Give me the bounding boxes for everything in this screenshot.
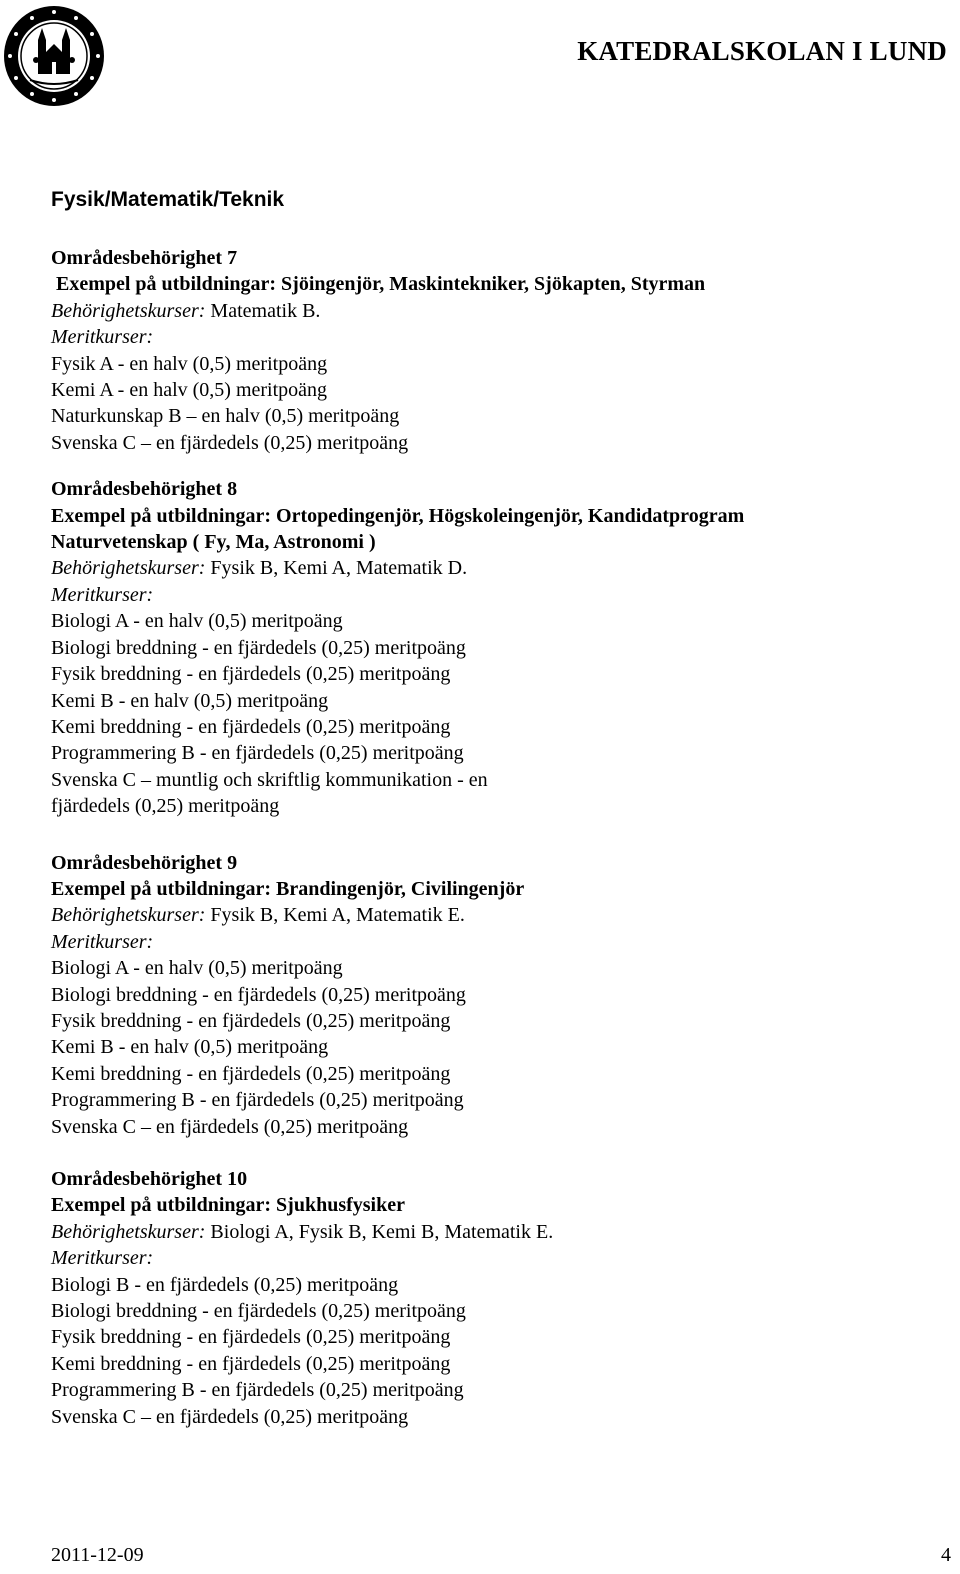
- section-examples: Exempel på utbildningar: Ortopedingenjör, Högskoleingenjör, Kandidatprogram: [51, 504, 745, 527]
- merit-item: Fysik A - en halv (0,5) meritpoäng: [51, 352, 328, 375]
- requirements-value: Fysik B, Kemi A, Matematik D.: [205, 557, 468, 580]
- requirements-value: Biologi A, Fysik B, Kemi B, Matematik E.: [205, 1220, 554, 1243]
- requirements-value: Fysik B, Kemi A, Matematik E.: [205, 904, 465, 927]
- requirements-line: [51, 902, 931, 928]
- merit-label: Meritkurser:: [51, 930, 154, 953]
- requirements-label: Behörighetskurser:: [51, 557, 206, 580]
- requirements-label: Behörighetskurser:: [51, 904, 206, 927]
- section-examples: Exempel på utbildningar: Sjöingenjör, Maskintekniker, Sjökapten, Styrman: [56, 273, 706, 296]
- merit-item: Programmering B - en fjärdedels (0,25) meritpoäng: [51, 1089, 464, 1112]
- section-title: Områdesbehörighet 9: [51, 851, 238, 874]
- merit-item: Biologi breddning - en fjärdedels (0,25) meritpoäng: [51, 636, 466, 659]
- section-omradesbehorighet-9: [51, 850, 931, 1140]
- merit-item: Kemi breddning - en fjärdedels (0,25) meritpoäng: [51, 715, 451, 738]
- section-omradesbehorighet-7: [51, 245, 931, 456]
- merit-item: Biologi B - en fjärdedels (0,25) meritpoäng: [51, 1273, 399, 1296]
- requirements-value: Matematik B.: [205, 299, 321, 322]
- section-examples: Exempel på utbildningar: Brandingenjör, Civilingenjör: [51, 877, 525, 900]
- merit-label: Meritkurser:: [51, 1247, 154, 1270]
- merit-item: Programmering B - en fjärdedels (0,25) meritpoäng: [51, 742, 464, 765]
- requirements-line: [51, 555, 931, 581]
- merit-item: Naturkunskap B – en halv (0,5) meritpoäng: [51, 405, 400, 428]
- section-examples-continued: Naturvetenskap ( Fy, Ma, Astronomi ): [51, 531, 376, 554]
- merit-item: Svenska C – en fjärdedels (0,25) meritpoäng: [51, 1115, 409, 1138]
- footer-date: 2011-12-09: [51, 1544, 144, 1566]
- requirements-label: Behörighetskurser:: [51, 299, 206, 322]
- page-number: 4: [941, 1544, 951, 1566]
- merit-item: Biologi breddning - en fjärdedels (0,25) meritpoäng: [51, 1300, 466, 1323]
- merit-item: Kemi breddning - en fjärdedels (0,25) meritpoäng: [51, 1352, 451, 1375]
- merit-item: Kemi B - en halv (0,5) meritpoäng: [51, 1036, 329, 1059]
- merit-item: Kemi B - en halv (0,5) meritpoäng: [51, 689, 329, 712]
- section-omradesbehorighet-8: [51, 476, 931, 819]
- requirements-line: [51, 1219, 931, 1245]
- merit-item: Biologi A - en halv (0,5) meritpoäng: [51, 610, 343, 633]
- merit-item: Biologi A - en halv (0,5) meritpoäng: [51, 957, 343, 980]
- section-title: Områdesbehörighet 8: [51, 478, 238, 501]
- merit-label: Meritkurser:: [51, 326, 154, 349]
- section-examples: Exempel på utbildningar: Sjukhusfysiker: [51, 1194, 405, 1217]
- merit-item: fjärdedels (0,25) meritpoäng: [51, 795, 280, 818]
- section-omradesbehorighet-10: [51, 1166, 931, 1430]
- merit-label: Meritkurser:: [51, 583, 154, 606]
- merit-item: Fysik breddning - en fjärdedels (0,25) meritpoäng: [51, 1326, 451, 1349]
- school-name: KATEDRALSKOLAN I LUND: [577, 36, 947, 66]
- merit-item: Svenska C – en fjärdedels (0,25) meritpoäng: [51, 431, 409, 454]
- section-title: Områdesbehörighet 10: [51, 1168, 248, 1190]
- page-heading: Fysik/Matematik/Teknik: [51, 188, 285, 211]
- document-body: [51, 245, 931, 1450]
- requirements-line: [51, 298, 931, 324]
- merit-item: Kemi A - en halv (0,5) meritpoäng: [51, 379, 328, 402]
- section-title: Områdesbehörighet 7: [51, 247, 238, 269]
- requirements-label: Behörighetskurser:: [51, 1220, 206, 1243]
- merit-item: Svenska C – muntlig och skriftlig kommunikation - en: [51, 768, 488, 791]
- school-logo: [2, 0, 106, 112]
- merit-item: Fysik breddning - en fjärdedels (0,25) meritpoäng: [51, 663, 451, 686]
- merit-item: Kemi breddning - en fjärdedels (0,25) meritpoäng: [51, 1062, 451, 1085]
- merit-item: Biologi breddning - en fjärdedels (0,25) meritpoäng: [51, 983, 466, 1006]
- merit-item: Svenska C – en fjärdedels (0,25) meritpoäng: [51, 1405, 409, 1428]
- merit-item: Fysik breddning - en fjärdedels (0,25) meritpoäng: [51, 1009, 451, 1032]
- merit-item: Programmering B - en fjärdedels (0,25) meritpoäng: [51, 1379, 464, 1402]
